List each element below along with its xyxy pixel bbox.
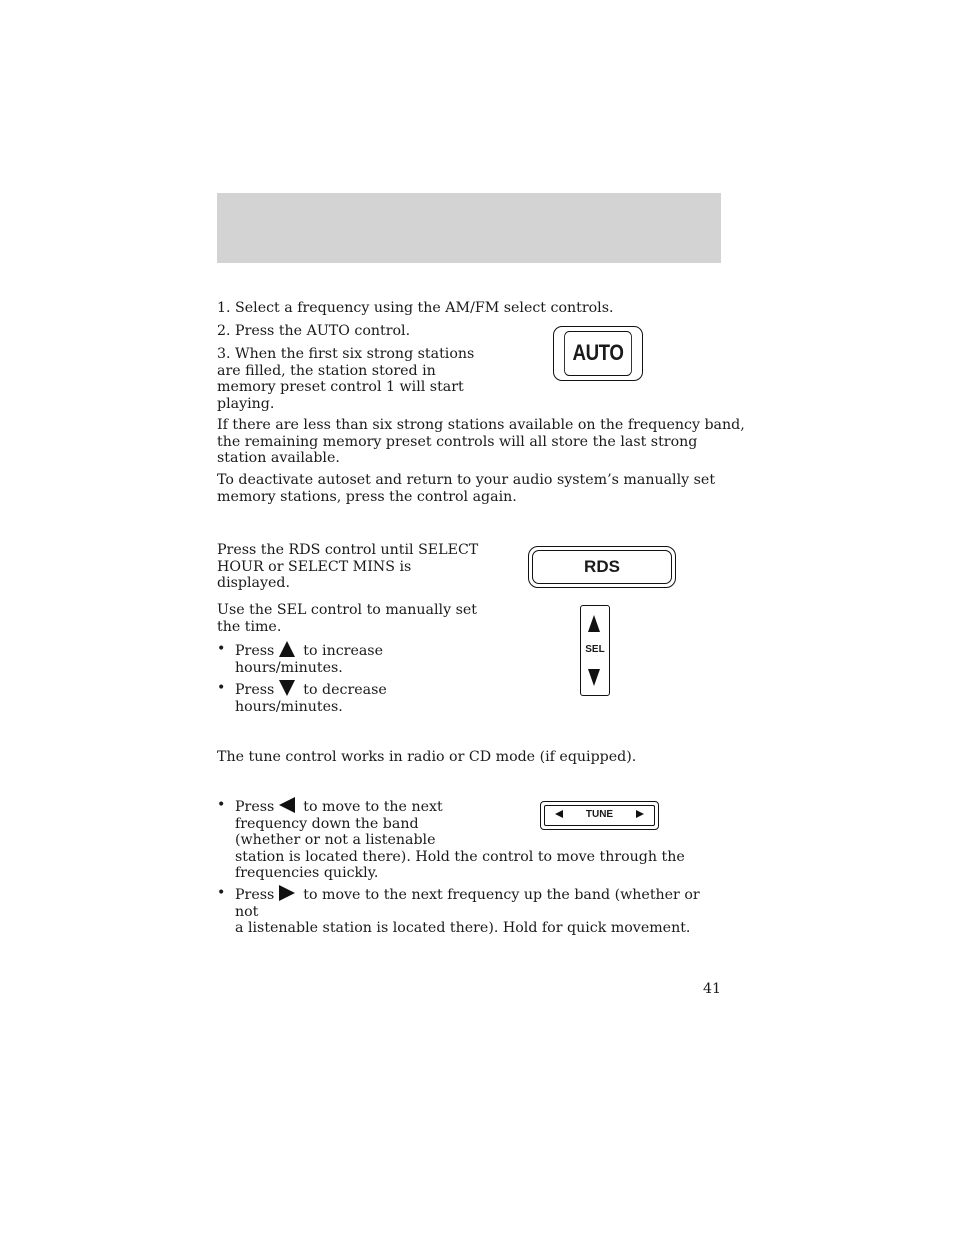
sel-intro-paragraph: Use the SEL control to manually set the time.: [217, 602, 477, 635]
page-number: 41: [702, 981, 721, 997]
sel-up-arrow-icon: [588, 615, 600, 632]
step-3-text: 3. When the first six strong stations are filled, the station stored in memory preset control 1 will start playing.: [217, 346, 475, 412]
auto-control-label: AUTO: [564, 331, 632, 376]
auto-control-illustration: [553, 326, 643, 381]
tune-right-arrow-icon: [636, 810, 644, 818]
up-arrow-icon: [279, 641, 295, 657]
step-1-text: 1. Select a frequency using the AM/FM select controls.: [217, 300, 614, 316]
down-arrow-icon: [279, 680, 295, 696]
tune-intro-text: The tune control works in radio or CD mode (if equipped).: [217, 749, 637, 765]
left-arrow-icon: [279, 797, 295, 813]
rds-control-label: RDS: [532, 550, 672, 584]
rds-control-illustration: [528, 546, 676, 588]
section-header-band: [217, 193, 721, 263]
bullet-dot: •: [217, 641, 226, 657]
sel-control-label: SEL: [585, 644, 605, 655]
bullet-dot: •: [217, 797, 226, 813]
fewer-stations-paragraph: If there are less than six strong stations available on the frequency band, the remaining memory preset controls will all store the last strong station available.: [217, 417, 745, 466]
rds-intro-paragraph: Press the RDS control until SELECT HOUR or SELECT MINS is displayed.: [217, 542, 479, 591]
sel-down-arrow-icon: [588, 669, 600, 686]
step-2-text: 2. Press the AUTO control.: [217, 323, 411, 339]
sel-control-illustration: [580, 605, 610, 696]
right-arrow-icon: [279, 885, 295, 901]
deactivate-paragraph: To deactivate autoset and return to your audio system’s manually set memory stations, press the control again.: [217, 472, 716, 505]
tune-control-label: TUNE: [585, 809, 614, 820]
bullet-dot: •: [217, 680, 226, 696]
tune-control-illustration: [540, 801, 659, 830]
bullet-dot: •: [217, 885, 226, 901]
